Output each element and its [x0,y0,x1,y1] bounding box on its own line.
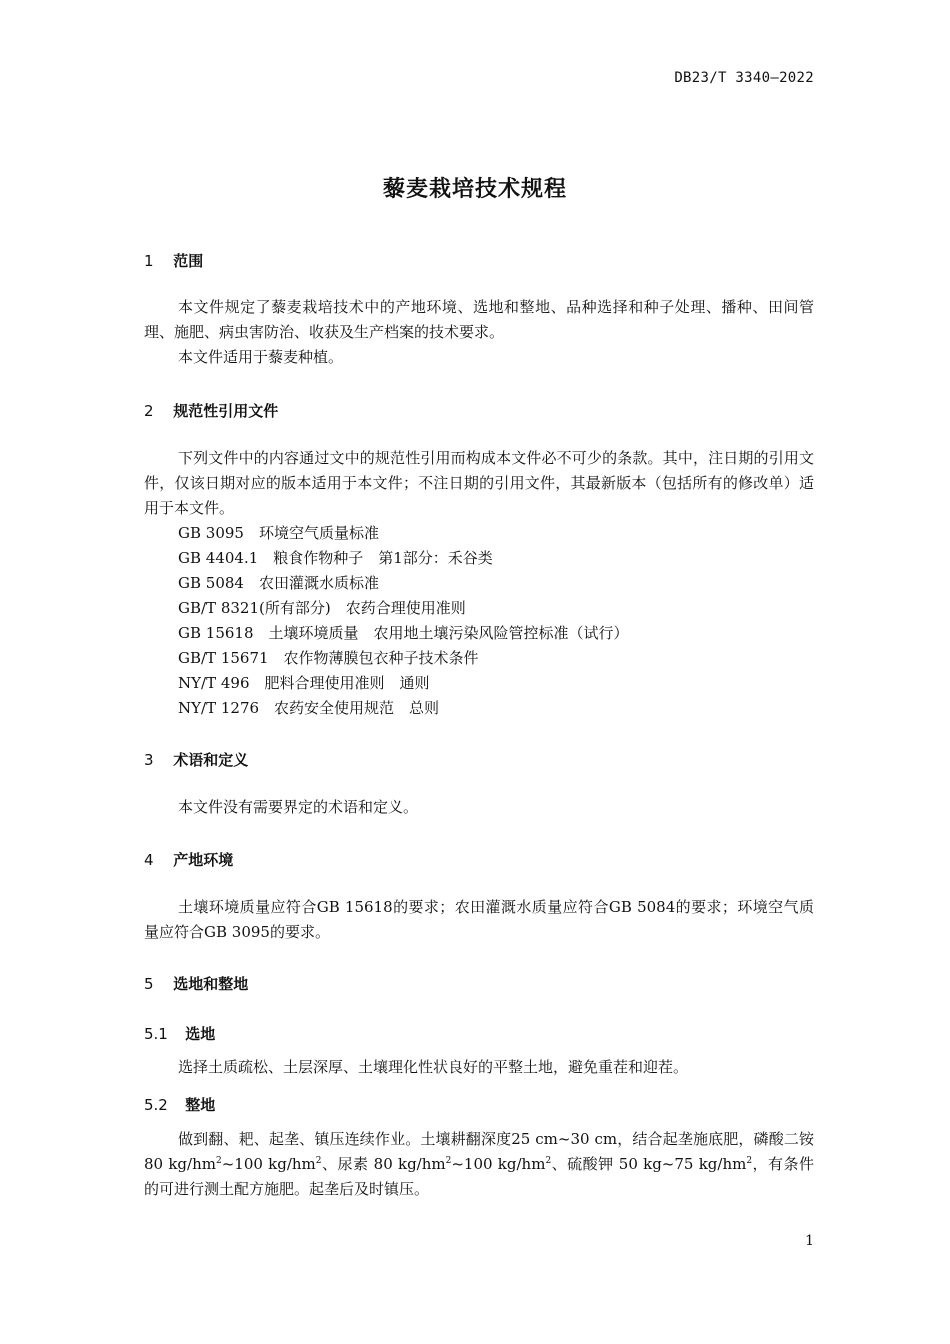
superscript: 2 [445,1156,452,1166]
reference-item: GB 15618 土壤环境质量 农用地土壤污染风险管控标准（试行） [178,624,629,642]
paragraph: 本文件适用于藜麦种植。 [178,348,344,366]
reference-item: GB 3095 环境空气质量标准 [178,524,379,542]
section-1-heading [144,250,203,271]
paragraph: 下列文件中的内容通过文中的规范性引用而构成本文件必不可少的条款。其中，注日期的引用文件，仅该日期对应的版本适用于本文件；不注日期的引用文件，其最新版本（包括所有的修改单）适用于本文件。 [144,449,814,517]
superscript: 2 [315,1156,322,1166]
section-5-1-heading [144,1023,215,1044]
reference-item: GB/T 8321(所有部分) 农药合理使用准则 [178,599,466,617]
section-2-heading [144,400,278,421]
section-number: 5.1 [144,1025,168,1043]
reference-item: GB/T 15671 农作物薄膜包衣种子技术条件 [178,649,479,667]
document-code: DB23/T 3340—2022 [674,70,814,86]
section-number: 3 [144,751,154,769]
reference-item: GB 4404.1 粮食作物种子 第1部分：禾谷类 [178,549,493,567]
section-title: 产地环境 [173,851,234,869]
text-run: ~100 kg/hm [451,1155,546,1173]
section-number: 2 [144,402,154,420]
text-run: 做到翻、耙、起垄、镇压连续作业。土壤耕翻深度25 cm~30 cm，结合起垄施底肥，磷酸二铵 80 kg/hm [144,1130,814,1173]
section-4-heading [144,849,233,870]
paragraph: 本文件规定了藜麦栽培技术中的产地环境、选地和整地、品种选择和种子处理、播种、田间管理、施肥、病虫害防治、收获及生产档案的技术要求。 [144,298,814,341]
section-title: 规范性引用文件 [173,402,279,420]
text-run: 、尿素 80 kg/hm [321,1155,446,1173]
superscript: 2 [215,1156,222,1166]
superscript: 2 [545,1156,552,1166]
section-title: 范围 [173,252,204,270]
section-number: 1 [144,252,154,270]
section-title: 术语和定义 [173,751,249,769]
superscript: 2 [746,1156,753,1166]
section-title: 整地 [185,1096,216,1114]
text-run: ，有条件的可进行测土配方施肥。起垄后及时镇压。 [144,1155,814,1198]
section-5-heading [144,973,248,994]
section-number: 5 [144,975,154,993]
paragraph: 土壤环境质量应符合GB 15618的要求；农田灌溉水质量应符合GB 5084的要求；环境空气质量应符合GB 3095的要求。 [144,898,814,941]
text-run: ~100 kg/hm [221,1155,316,1173]
reference-item: NY/T 496 肥料合理使用准则 通则 [178,674,430,692]
section-title: 选地和整地 [173,975,249,993]
paragraph: 选择土质疏松、土层深厚、土壤理化性状良好的平整土地，避免重茬和迎茬。 [178,1058,689,1076]
section-title: 选地 [185,1025,216,1043]
section-number: 5.2 [144,1096,168,1114]
paragraph: 本文件没有需要界定的术语和定义。 [178,798,419,816]
page-number: 1 [805,1233,814,1249]
section-number: 4 [144,851,154,869]
reference-item: NY/T 1276 农药安全使用规范 总则 [178,699,440,717]
section-5-2-heading [144,1094,215,1115]
page-title: 藜麦栽培技术规程 [382,177,567,202]
paragraph [144,1127,814,1202]
section-3-heading [144,749,248,770]
reference-item: GB 5084 农田灌溉水质标准 [178,574,379,592]
text-run: 、硫酸钾 50 kg~75 kg/hm [551,1155,747,1173]
